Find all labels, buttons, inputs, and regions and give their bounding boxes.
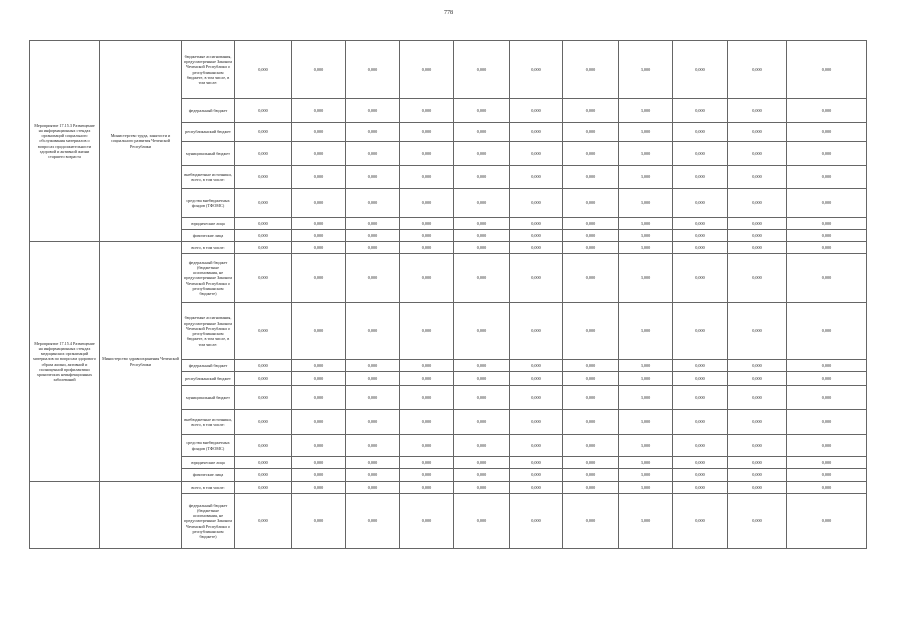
amount-cell: 0,000: [235, 242, 292, 254]
amount-cell: 0,000: [728, 189, 787, 218]
funding-source-cell: федеральный бюджет: [182, 99, 235, 123]
amount-cell: 0,000: [728, 41, 787, 99]
funding-source-cell: бюджетные ассигнования, предусмотренные Законом Чеченской Республики о республиканском бюджете, в том числе, в том числе:: [182, 303, 235, 360]
funding-source-cell: федеральный бюджет (бюджетные ассигнования, не предусмотренные Законом Чеченской Республики о республиканском бюджете): [182, 254, 235, 303]
funding-source-cell: всего, в том числе:: [182, 482, 235, 494]
amount-cell: 0,000: [400, 123, 454, 142]
amount-cell: 0,000: [563, 123, 619, 142]
amount-cell: 0,000: [346, 386, 400, 410]
amount-cell: 0,000: [787, 41, 867, 99]
amount-cell: 0,000: [673, 494, 728, 549]
amount-cell: 0,000: [673, 123, 728, 142]
amount-cell: 0,000: [346, 494, 400, 549]
amount-cell: 0,000: [235, 457, 292, 469]
amount-cell: 0,000: [292, 254, 346, 303]
amount-cell: 0,000: [346, 230, 400, 242]
amount-cell: 0,000: [292, 435, 346, 457]
amount-cell: 0,000: [454, 166, 510, 189]
amount-cell: 0,000: [235, 189, 292, 218]
amount-cell: 0,000: [728, 360, 787, 372]
amount-cell: 0,000: [400, 482, 454, 494]
amount-cell: 3,000: [619, 482, 673, 494]
amount-cell: 0,000: [728, 457, 787, 469]
amount-cell: 3,000: [619, 254, 673, 303]
amount-cell: 0,000: [400, 41, 454, 99]
amount-cell: 0,000: [454, 469, 510, 482]
amount-cell: 0,000: [454, 41, 510, 99]
amount-cell: 0,000: [787, 372, 867, 386]
amount-cell: 0,000: [400, 189, 454, 218]
amount-cell: 0,000: [673, 41, 728, 99]
amount-cell: 0,000: [787, 166, 867, 189]
amount-cell: 0,000: [673, 242, 728, 254]
amount-cell: 0,000: [673, 99, 728, 123]
amount-cell: 0,000: [728, 166, 787, 189]
funding-source-cell: республиканский бюджет: [182, 123, 235, 142]
amount-cell: 0,000: [454, 410, 510, 435]
amount-cell: 0,000: [346, 166, 400, 189]
executor-cell: Министерство здравоохранения Чеченской Республики: [100, 242, 182, 482]
amount-cell: 0,000: [454, 360, 510, 372]
amount-cell: 0,000: [292, 242, 346, 254]
amount-cell: 3,000: [619, 41, 673, 99]
amount-cell: 0,000: [787, 410, 867, 435]
amount-cell: 0,000: [563, 254, 619, 303]
amount-cell: 0,000: [728, 303, 787, 360]
amount-cell: 0,000: [400, 242, 454, 254]
amount-cell: 0,000: [454, 218, 510, 230]
amount-cell: 0,000: [400, 142, 454, 166]
amount-cell: 0,000: [510, 230, 563, 242]
amount-cell: 0,000: [292, 457, 346, 469]
amount-cell: 0,000: [400, 457, 454, 469]
amount-cell: 0,000: [400, 469, 454, 482]
amount-cell: 0,000: [346, 218, 400, 230]
amount-cell: 3,000: [619, 360, 673, 372]
amount-cell: 0,000: [728, 230, 787, 242]
amount-cell: 3,000: [619, 494, 673, 549]
amount-cell: 0,000: [787, 386, 867, 410]
amount-cell: 0,000: [673, 166, 728, 189]
amount-cell: 0,000: [454, 482, 510, 494]
amount-cell: 0,000: [787, 242, 867, 254]
amount-cell: 0,000: [563, 303, 619, 360]
amount-cell: 0,000: [454, 123, 510, 142]
amount-cell: 0,000: [346, 142, 400, 166]
amount-cell: 0,000: [346, 482, 400, 494]
amount-cell: 0,000: [510, 360, 563, 372]
amount-cell: 3,000: [619, 372, 673, 386]
amount-cell: 0,000: [292, 142, 346, 166]
funding-source-cell: физические лица: [182, 230, 235, 242]
amount-cell: 0,000: [235, 218, 292, 230]
amount-cell: 0,000: [673, 189, 728, 218]
executor-cell: Министерство труда, занятости и социального развития Чеченской Республики: [100, 41, 182, 242]
amount-cell: 0,000: [787, 123, 867, 142]
funding-source-cell: республиканский бюджет: [182, 372, 235, 386]
amount-cell: 0,000: [728, 99, 787, 123]
amount-cell: 0,000: [346, 189, 400, 218]
amount-cell: 0,000: [510, 41, 563, 99]
funding-source-cell: физические лица: [182, 469, 235, 482]
amount-cell: 0,000: [510, 482, 563, 494]
amount-cell: 0,000: [400, 230, 454, 242]
amount-cell: 0,000: [673, 435, 728, 457]
amount-cell: 0,000: [510, 189, 563, 218]
amount-cell: 0,000: [292, 303, 346, 360]
amount-cell: 0,000: [563, 469, 619, 482]
amount-cell: 0,000: [235, 142, 292, 166]
funding-source-cell: федеральный бюджет (бюджетные ассигнования, не предусмотренные Законом Чеченской Республики о республиканском бюджете): [182, 494, 235, 549]
amount-cell: 0,000: [673, 372, 728, 386]
amount-cell: 0,000: [235, 482, 292, 494]
amount-cell: 0,000: [728, 242, 787, 254]
amount-cell: 0,000: [510, 457, 563, 469]
amount-cell: 3,000: [619, 99, 673, 123]
amount-cell: 0,000: [787, 189, 867, 218]
amount-cell: 0,000: [728, 123, 787, 142]
amount-cell: 0,000: [400, 435, 454, 457]
amount-cell: 0,000: [346, 469, 400, 482]
amount-cell: 0,000: [400, 386, 454, 410]
amount-cell: 0,000: [787, 494, 867, 549]
amount-cell: 0,000: [510, 303, 563, 360]
amount-cell: 0,000: [346, 123, 400, 142]
amount-cell: 0,000: [728, 435, 787, 457]
amount-cell: 0,000: [235, 99, 292, 123]
amount-cell: 0,000: [235, 469, 292, 482]
amount-cell: 0,000: [400, 218, 454, 230]
amount-cell: 0,000: [728, 218, 787, 230]
amount-cell: 0,000: [292, 230, 346, 242]
amount-cell: 0,000: [563, 218, 619, 230]
amount-cell: 0,000: [292, 386, 346, 410]
amount-cell: 0,000: [292, 189, 346, 218]
amount-cell: 0,000: [563, 166, 619, 189]
amount-cell: 0,000: [454, 372, 510, 386]
amount-cell: 0,000: [454, 303, 510, 360]
amount-cell: 0,000: [235, 41, 292, 99]
amount-cell: 0,000: [454, 386, 510, 410]
amount-cell: 0,000: [563, 457, 619, 469]
amount-cell: 0,000: [292, 410, 346, 435]
amount-cell: 0,000: [510, 99, 563, 123]
amount-cell: 0,000: [673, 410, 728, 435]
amount-cell: 0,000: [728, 410, 787, 435]
amount-cell: 0,000: [454, 435, 510, 457]
amount-cell: 0,000: [292, 218, 346, 230]
amount-cell: 0,000: [454, 189, 510, 218]
amount-cell: 0,000: [235, 410, 292, 435]
amount-cell: 0,000: [292, 123, 346, 142]
amount-cell: 0,000: [787, 469, 867, 482]
funding-source-cell: муниципальный бюджет: [182, 142, 235, 166]
amount-cell: 0,000: [563, 360, 619, 372]
amount-cell: 0,000: [400, 410, 454, 435]
amount-cell: 0,000: [510, 166, 563, 189]
page-number: 778: [444, 10, 453, 16]
amount-cell: 0,000: [346, 457, 400, 469]
amount-cell: 0,000: [787, 457, 867, 469]
amount-cell: 0,000: [346, 435, 400, 457]
amount-cell: 0,000: [454, 230, 510, 242]
amount-cell: 0,000: [400, 372, 454, 386]
event-name-cell: [30, 482, 100, 549]
amount-cell: 0,000: [673, 303, 728, 360]
amount-cell: 3,000: [619, 386, 673, 410]
amount-cell: 0,000: [563, 410, 619, 435]
amount-cell: 0,000: [787, 230, 867, 242]
amount-cell: 0,000: [235, 372, 292, 386]
amount-cell: 0,000: [292, 166, 346, 189]
amount-cell: 0,000: [563, 435, 619, 457]
amount-cell: 3,000: [619, 457, 673, 469]
amount-cell: 3,000: [619, 142, 673, 166]
amount-cell: 0,000: [563, 230, 619, 242]
amount-cell: 0,000: [673, 142, 728, 166]
amount-cell: 0,000: [400, 360, 454, 372]
amount-cell: 0,000: [563, 386, 619, 410]
amount-cell: 3,000: [619, 469, 673, 482]
amount-cell: 0,000: [728, 142, 787, 166]
funding-source-cell: всего, в том числе:: [182, 242, 235, 254]
amount-cell: 0,000: [728, 372, 787, 386]
amount-cell: 0,000: [235, 230, 292, 242]
amount-cell: 0,000: [346, 242, 400, 254]
amount-cell: 0,000: [292, 494, 346, 549]
amount-cell: 0,000: [292, 482, 346, 494]
amount-cell: 0,000: [292, 469, 346, 482]
amount-cell: 3,000: [619, 123, 673, 142]
amount-cell: 0,000: [728, 494, 787, 549]
amount-cell: 0,000: [454, 142, 510, 166]
amount-cell: 3,000: [619, 435, 673, 457]
amount-cell: 0,000: [787, 303, 867, 360]
amount-cell: 0,000: [787, 435, 867, 457]
amount-cell: 3,000: [619, 230, 673, 242]
event-name-cell: Мероприятие 17.15.4 Размещение на информационных стендах медицинских организаций материалов по вопросам здорового образа жизни, активной и полноценной профилактики хронических неинфекционных заболеваний: [30, 242, 100, 482]
amount-cell: 0,000: [235, 303, 292, 360]
amount-cell: 0,000: [563, 494, 619, 549]
budget-table: [29, 40, 867, 549]
amount-cell: 0,000: [510, 142, 563, 166]
amount-cell: 0,000: [235, 254, 292, 303]
amount-cell: 0,000: [673, 469, 728, 482]
amount-cell: 0,000: [510, 123, 563, 142]
amount-cell: 0,000: [346, 303, 400, 360]
amount-cell: 0,000: [346, 410, 400, 435]
amount-cell: 0,000: [787, 142, 867, 166]
funding-source-cell: юридические лица: [182, 218, 235, 230]
amount-cell: 0,000: [510, 494, 563, 549]
amount-cell: 0,000: [400, 99, 454, 123]
amount-cell: 0,000: [673, 386, 728, 410]
amount-cell: 0,000: [673, 254, 728, 303]
funding-source-cell: средства внебюджетных фондов (ТФОМС): [182, 189, 235, 218]
amount-cell: 0,000: [454, 457, 510, 469]
amount-cell: 0,000: [346, 41, 400, 99]
table-row: [30, 242, 867, 254]
amount-cell: 3,000: [619, 218, 673, 230]
amount-cell: 0,000: [728, 469, 787, 482]
table-row: [30, 41, 867, 99]
funding-source-cell: внебюджетные источники, всего, в том числе:: [182, 410, 235, 435]
amount-cell: 0,000: [673, 457, 728, 469]
amount-cell: 0,000: [563, 372, 619, 386]
amount-cell: 0,000: [563, 189, 619, 218]
funding-source-cell: федеральный бюджет: [182, 360, 235, 372]
executor-cell: [100, 482, 182, 549]
amount-cell: 0,000: [787, 254, 867, 303]
amount-cell: 0,000: [292, 99, 346, 123]
amount-cell: 3,000: [619, 410, 673, 435]
amount-cell: 0,000: [563, 142, 619, 166]
amount-cell: 0,000: [235, 435, 292, 457]
amount-cell: 0,000: [787, 482, 867, 494]
amount-cell: 0,000: [510, 435, 563, 457]
amount-cell: 0,000: [235, 123, 292, 142]
amount-cell: 0,000: [673, 360, 728, 372]
amount-cell: 0,000: [400, 166, 454, 189]
amount-cell: 3,000: [619, 303, 673, 360]
amount-cell: 0,000: [563, 482, 619, 494]
amount-cell: 0,000: [400, 254, 454, 303]
amount-cell: 0,000: [346, 360, 400, 372]
amount-cell: 0,000: [235, 166, 292, 189]
funding-source-cell: юридические лица: [182, 457, 235, 469]
amount-cell: 0,000: [400, 494, 454, 549]
amount-cell: 0,000: [673, 230, 728, 242]
amount-cell: 0,000: [235, 494, 292, 549]
amount-cell: 0,000: [563, 242, 619, 254]
funding-source-cell: внебюджетные источники, всего, в том числе:: [182, 166, 235, 189]
amount-cell: 0,000: [454, 242, 510, 254]
amount-cell: 0,000: [346, 372, 400, 386]
amount-cell: 3,000: [619, 189, 673, 218]
amount-cell: 0,000: [346, 99, 400, 123]
funding-source-cell: муниципальный бюджет: [182, 386, 235, 410]
amount-cell: 0,000: [787, 360, 867, 372]
amount-cell: 0,000: [787, 218, 867, 230]
amount-cell: 0,000: [510, 410, 563, 435]
amount-cell: 0,000: [510, 372, 563, 386]
amount-cell: 0,000: [728, 386, 787, 410]
amount-cell: 0,000: [510, 386, 563, 410]
amount-cell: 0,000: [563, 41, 619, 99]
amount-cell: 0,000: [673, 218, 728, 230]
amount-cell: 0,000: [454, 99, 510, 123]
funding-source-cell: бюджетные ассигнования, предусмотренные Законом Чеченской Республики о республиканском бюджете, в том числе, в том числе:: [182, 41, 235, 99]
amount-cell: 0,000: [235, 386, 292, 410]
amount-cell: 0,000: [728, 254, 787, 303]
amount-cell: 0,000: [563, 99, 619, 123]
table-row: [30, 482, 867, 494]
amount-cell: 0,000: [510, 218, 563, 230]
event-name-cell: Мероприятие 17.15.3 Размещение на информационных стендах организаций социального обслуживания материалов о вопросах продолжительности здоровой и активной жизни старшего возраста: [30, 41, 100, 242]
amount-cell: 0,000: [292, 372, 346, 386]
amount-cell: 0,000: [346, 254, 400, 303]
amount-cell: 3,000: [619, 166, 673, 189]
amount-cell: 0,000: [510, 469, 563, 482]
amount-cell: 0,000: [235, 360, 292, 372]
amount-cell: 0,000: [673, 482, 728, 494]
amount-cell: 0,000: [292, 360, 346, 372]
amount-cell: 0,000: [510, 254, 563, 303]
amount-cell: 0,000: [292, 41, 346, 99]
amount-cell: 0,000: [400, 303, 454, 360]
amount-cell: 3,000: [619, 242, 673, 254]
amount-cell: 0,000: [728, 482, 787, 494]
funding-source-cell: средства внебюджетных фондов (ТФОМС): [182, 435, 235, 457]
amount-cell: 0,000: [454, 254, 510, 303]
amount-cell: 0,000: [510, 242, 563, 254]
amount-cell: 0,000: [454, 494, 510, 549]
amount-cell: 0,000: [787, 99, 867, 123]
